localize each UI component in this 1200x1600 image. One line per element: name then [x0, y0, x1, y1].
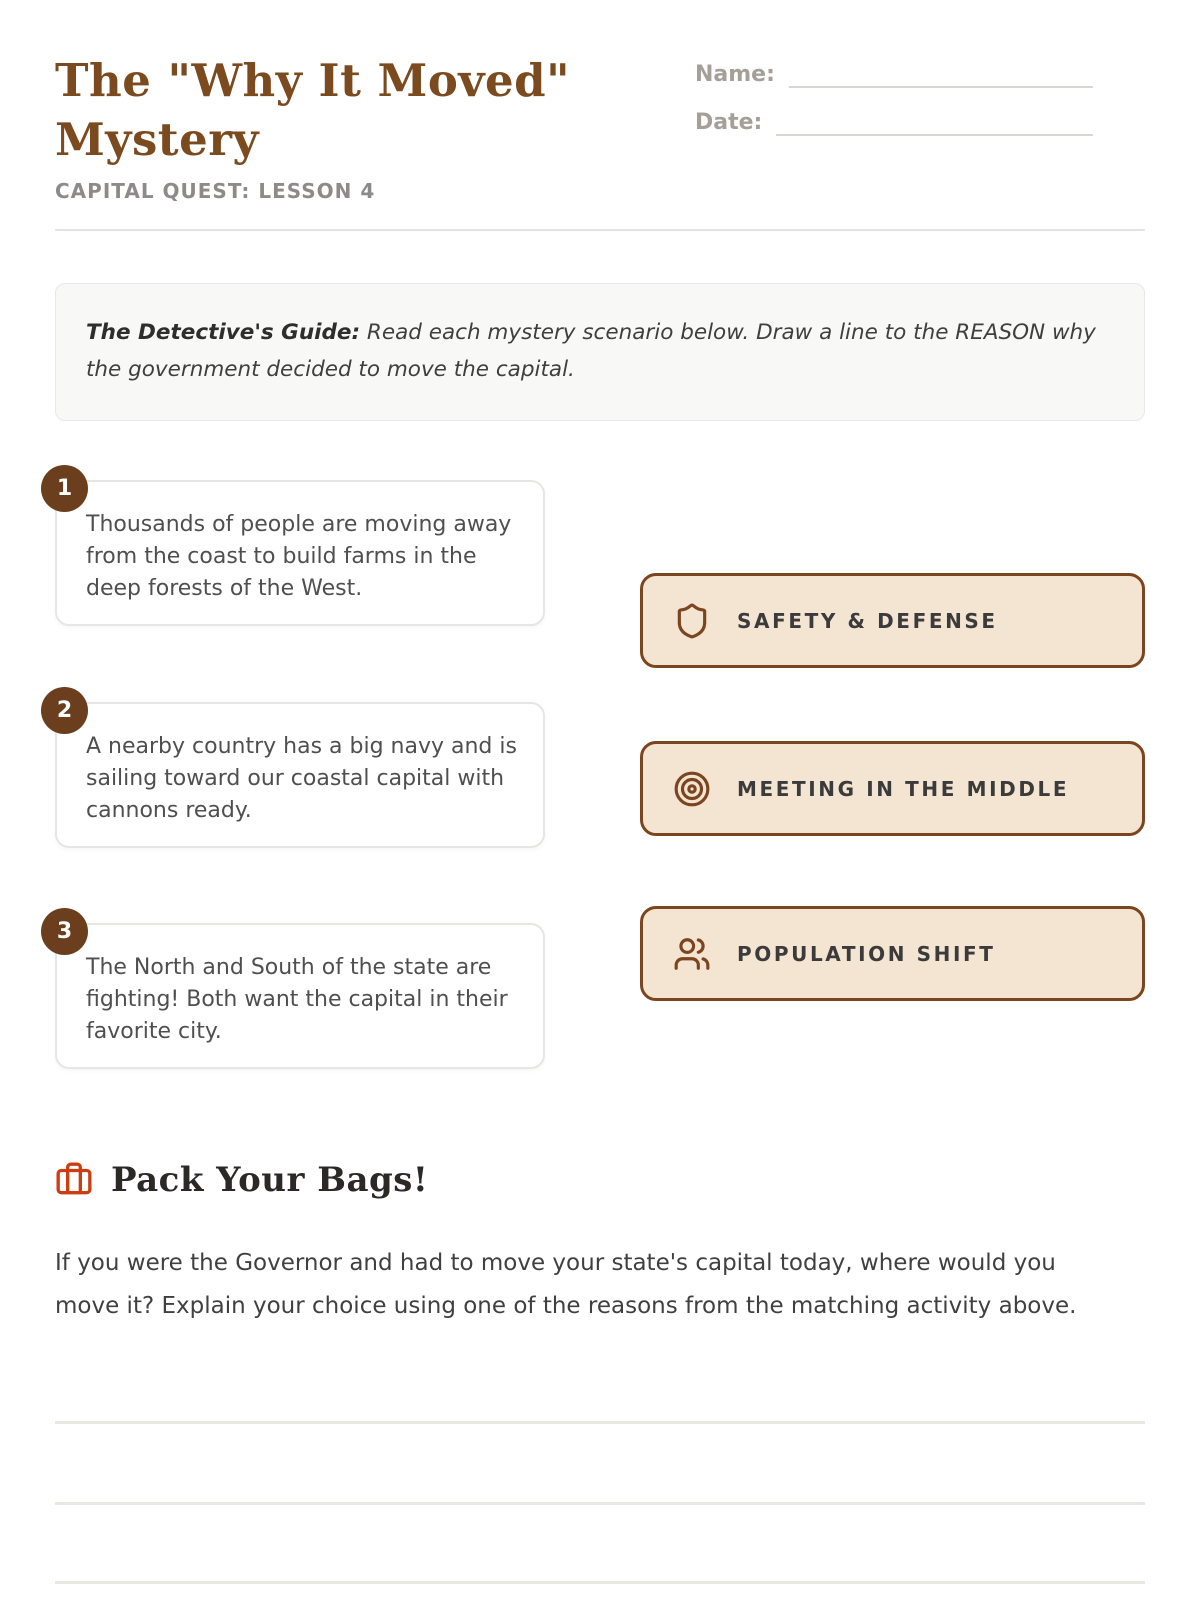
instructions-box — [55, 283, 1145, 421]
title-block — [55, 52, 695, 203]
instructions-lead: The Detective's Guide: — [86, 320, 361, 345]
writing-line[interactable] — [55, 1581, 1145, 1584]
date-row — [695, 110, 1093, 136]
reason-box[interactable] — [640, 573, 1145, 668]
scenario-text: A nearby country has a big navy and is sailing toward our coastal capital with cannons ready. — [86, 734, 517, 823]
scenario-number: 2 — [56, 698, 73, 723]
writing-line[interactable] — [55, 1502, 1145, 1505]
scenario-number: 1 — [56, 476, 73, 501]
date-input-line[interactable] — [776, 110, 1093, 136]
activity-heading-text: Pack Your Bags! — [111, 1160, 429, 1200]
reason-label: SAFETY & DEFENSE — [737, 608, 998, 633]
scenario-text: Thousands of people are moving away from the coast to build farms in the deep forests of the West. — [86, 512, 512, 601]
activity-heading — [55, 1160, 1145, 1200]
writing-line[interactable] — [55, 1421, 1145, 1424]
scenario-text: The North and South of the state are fighting! Both want the capital in their favorite city. — [86, 955, 508, 1044]
reason-label: MEETING IN THE MIDDLE — [737, 776, 1070, 801]
page-title: The "Why It Moved" Mystery — [55, 54, 571, 166]
activity-prompt: If you were the Governor and had to move your state's capital today, where would you move it? Explain your choice using one of the reasons from the matching activity above. — [55, 1250, 1077, 1319]
header-divider — [55, 229, 1145, 231]
scenario-number: 3 — [56, 919, 73, 944]
target-icon — [673, 770, 711, 808]
name-input-line[interactable] — [789, 62, 1093, 88]
users-icon — [673, 935, 711, 973]
instructions-body: Read each mystery scenario below. Draw a line to the REASON why the government decided to move the capital. — [86, 320, 1096, 382]
reason-box[interactable] — [640, 741, 1145, 836]
reason-box[interactable] — [640, 906, 1145, 1001]
name-row — [695, 62, 1093, 88]
briefcase-icon — [55, 1161, 93, 1199]
name-date-block — [695, 62, 1093, 136]
reason-label: POPULATION SHIFT — [737, 941, 996, 966]
name-label: Name: — [695, 62, 775, 87]
date-label: Date: — [695, 110, 763, 135]
shield-icon — [673, 602, 711, 640]
reason-column — [55, 464, 1145, 1068]
writing-area — [55, 1421, 1145, 1584]
matching-activity — [55, 464, 1145, 1068]
instructions-text — [86, 314, 1114, 388]
pack-your-bags-section — [55, 1160, 1145, 1584]
header — [55, 52, 1145, 203]
lesson-subtitle: CAPITAL QUEST: LESSON 4 — [55, 179, 376, 203]
